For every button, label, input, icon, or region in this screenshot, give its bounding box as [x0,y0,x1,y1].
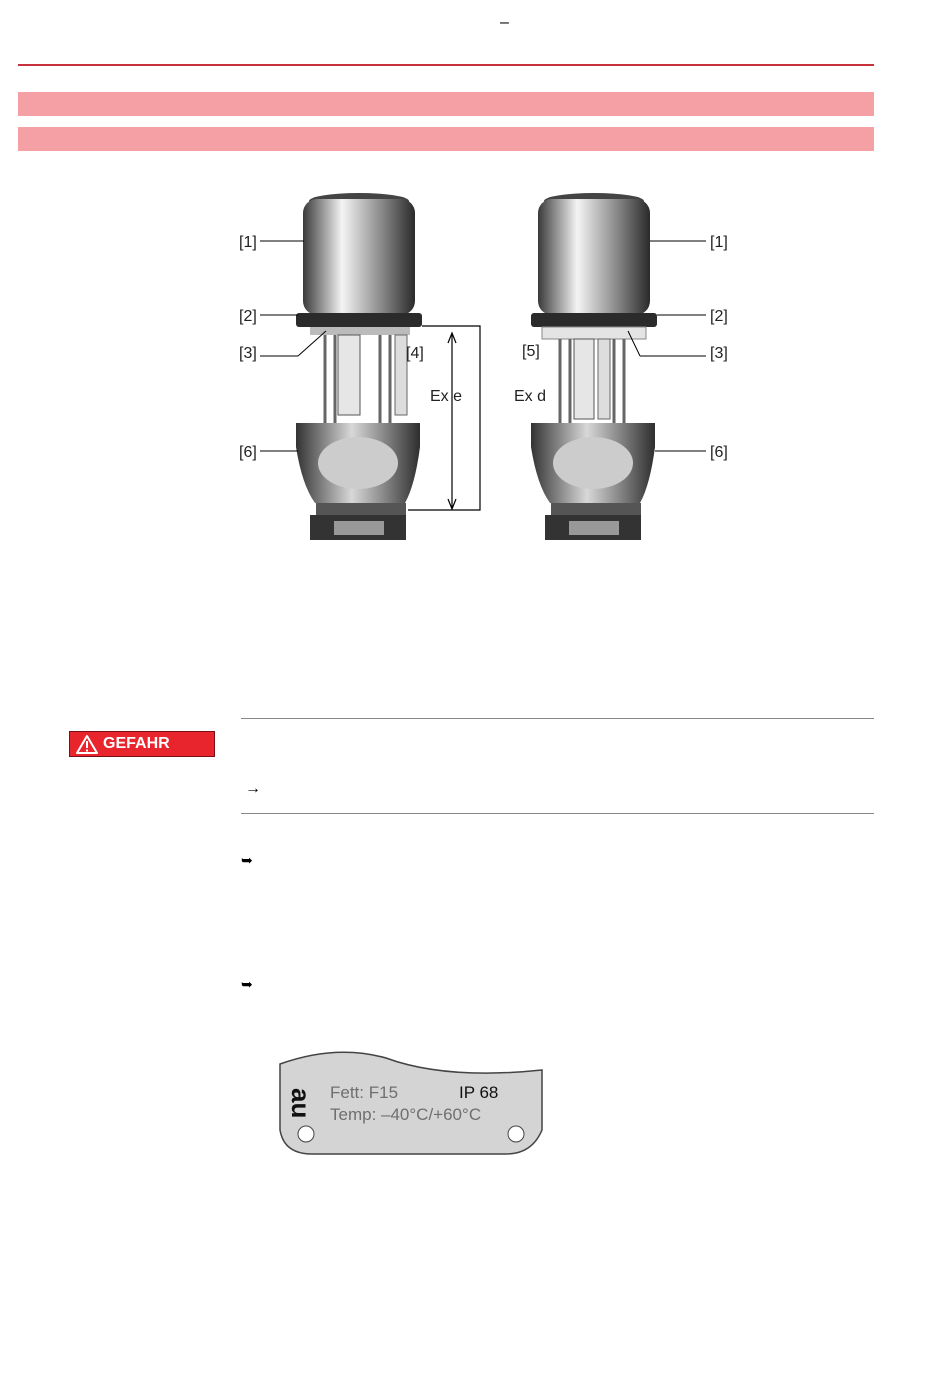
actuator-left [296,193,422,540]
warning-bottom-rule [241,813,874,814]
actuator-right [531,193,657,540]
lubrication-plate [276,1050,546,1160]
warning-triangle-icon [76,735,98,754]
label-5: [5] [522,343,540,360]
danger-badge [69,731,215,757]
step-bullet-1: ➥ [241,852,253,868]
header-dash: – [500,14,509,31]
plate-logo: au [286,1088,316,1119]
warning-top-rule [241,718,874,719]
danger-badge-label: GEFAHR [103,735,170,752]
plate-grease: Fett: F15 [330,1083,399,1102]
label-ex-d: Ex d [514,388,547,405]
label-left-6: [6] [239,444,257,461]
label-left-1: [1] [239,234,257,251]
label-right-3: [3] [710,345,728,362]
section-band-1 [18,92,874,116]
label-4: [4] [406,345,424,362]
label-left-3: [3] [239,345,257,362]
label-right-6: [6] [710,444,728,461]
plate-ip: IP 68 [459,1083,499,1102]
step-bullet-2: ➥ [241,976,253,992]
label-ex-e: Ex e [430,388,463,405]
label-right-2: [2] [710,308,728,325]
header-rule [18,64,874,66]
actuator-figure [230,185,740,545]
section-band-2 [18,127,874,151]
label-right-1: [1] [710,234,728,251]
plate-temp: Temp: –40°C/+60°C [330,1105,482,1124]
label-left-2: [2] [239,308,257,325]
warning-arrow: → [245,780,261,797]
